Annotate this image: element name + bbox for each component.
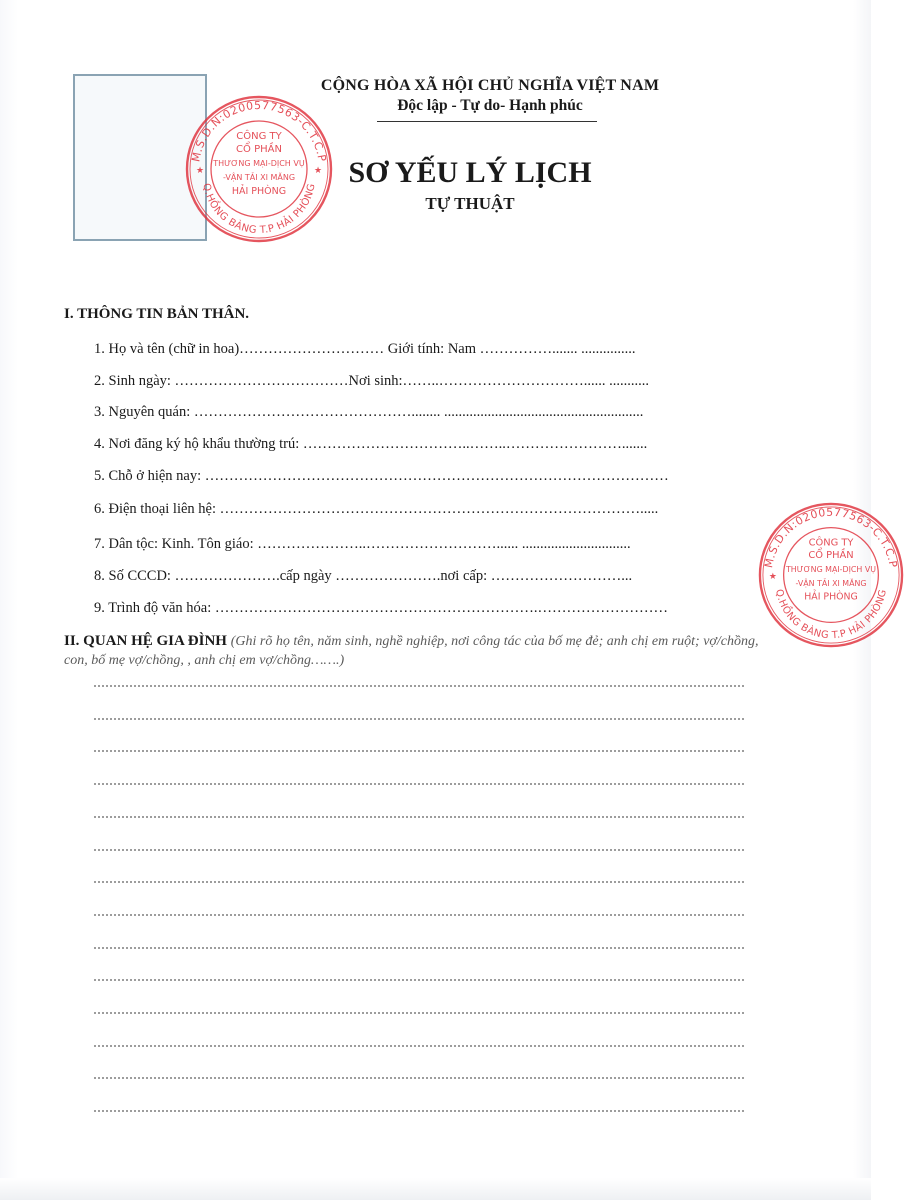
family-line[interactable]	[93, 1012, 745, 1014]
svg-text:M.S.D.N:0200577563-C.T.C.P: M.S.D.N:0200577563-C.T.C.P	[762, 505, 900, 569]
svg-text:CÔNG TY: CÔNG TY	[808, 537, 854, 549]
field-current-address[interactable]: 5. Chỗ ở hiện nay: ……………………………………………………………………………………	[94, 468, 669, 484]
family-line[interactable]	[93, 1110, 745, 1112]
document-title: SƠ YẾU LÝ LỊCH	[348, 156, 592, 189]
family-line[interactable]	[93, 881, 745, 883]
svg-text:HẢI PHÒNG: HẢI PHÒNG	[804, 591, 858, 603]
family-line[interactable]	[93, 816, 745, 818]
field-education-level[interactable]: 9. Trình độ văn hóa: ………………………………………………………….………………………	[94, 600, 668, 616]
svg-text:★: ★	[196, 166, 205, 176]
svg-text:HẢI PHÒNG: HẢI PHÒNG	[231, 186, 287, 197]
field-hometown[interactable]: 3. Nguyên quán: ………………………………………........ .......................................................	[94, 404, 644, 420]
svg-text:CỔ PHẦN: CỔ PHẦN	[236, 144, 282, 155]
family-line[interactable]	[93, 783, 745, 785]
family-line[interactable]	[93, 849, 745, 851]
section-family-heading	[64, 632, 764, 670]
motto-underline	[377, 121, 597, 122]
company-stamp-partial	[756, 500, 900, 650]
family-line[interactable]	[93, 1045, 745, 1047]
svg-text:-VẬN TẢI XI MĂNG: -VẬN TẢI XI MĂNG	[795, 578, 867, 588]
stamp-bottom-text: Q.HỒNG BÀNG T.P HẢI PHÒNG	[200, 182, 318, 237]
svg-text:★: ★	[314, 166, 323, 176]
stamp-ring-text: M.S.D.N:0200577563-C.T.C.P	[189, 98, 329, 163]
family-heading-label: II. QUAN HỆ GIA ĐÌNH	[64, 633, 227, 649]
family-line[interactable]	[93, 1077, 745, 1079]
family-line[interactable]	[93, 685, 745, 687]
document-subtitle: TỰ THUẬT	[425, 194, 515, 213]
section-personal-info-heading: I. THÔNG TIN BẢN THÂN.	[64, 306, 250, 322]
svg-text:★: ★	[768, 571, 777, 582]
national-title: CỘNG HÒA XÃ HỘI CHỦ NGHĨA VIỆT NAM	[320, 77, 660, 94]
svg-text:THƯƠNG MẠI-DỊCH VỤ: THƯƠNG MẠI-DỊCH VỤ	[213, 159, 305, 168]
family-line[interactable]	[93, 947, 745, 949]
svg-text:CỔ PHẦN: CỔ PHẦN	[808, 550, 854, 562]
scan-bottom-edge	[0, 1178, 871, 1200]
company-stamp	[183, 93, 335, 245]
field-full-name[interactable]: 1. Họ và tên (chữ in hoa)………………………… Giới tính: Nam ……………....... ...............	[94, 341, 636, 357]
field-birth[interactable]: 2. Sinh ngày: ………………………………Nơi sinh:……..…………………………...... ...........	[94, 373, 650, 389]
svg-text:THƯƠNG MẠI-DỊCH VỤ: THƯƠNG MẠI-DỊCH VỤ	[786, 565, 876, 575]
field-ethnicity-religion[interactable]: 7. Dân tộc: Kinh. Tôn giáo: …………………..………………………...... ..............................	[94, 536, 631, 552]
svg-text:-VẬN TẢI XI MĂNG: -VẬN TẢI XI MĂNG	[222, 173, 296, 182]
family-line[interactable]	[93, 914, 745, 916]
family-line[interactable]	[93, 718, 745, 720]
field-registered-address[interactable]: 4. Nơi đăng ký hộ khẩu thường trú: ……………………………..……..…………………….......	[94, 436, 648, 452]
svg-text:CÔNG TY: CÔNG TY	[236, 131, 282, 142]
field-phone[interactable]: 6. Điện thoại liên hệ: …………………………………………………………………………….....	[94, 501, 659, 517]
svg-text:Q.HỒNG BÀNG T.P HẢI PHÒNG: Q.HỒNG BÀNG T.P HẢI PHÒNG	[773, 588, 889, 642]
motto: Độc lập - Tự do- Hạnh phúc	[397, 97, 583, 114]
family-line[interactable]	[93, 979, 745, 981]
field-id-card[interactable]: 8. Số CCCD: ………………….cấp ngày ………………….nơi cấp: ………………………...	[94, 568, 633, 584]
family-heading-note: (Ghi rõ họ tên, năm sinh, nghề nghiệp, nơi công tác của bố mẹ đẻ; anh chị em ruột; vợ/chồng, con, bố mẹ vợ/chồng, , anh chị em vợ/chồng…….)	[64, 634, 759, 668]
family-line[interactable]	[93, 750, 745, 752]
